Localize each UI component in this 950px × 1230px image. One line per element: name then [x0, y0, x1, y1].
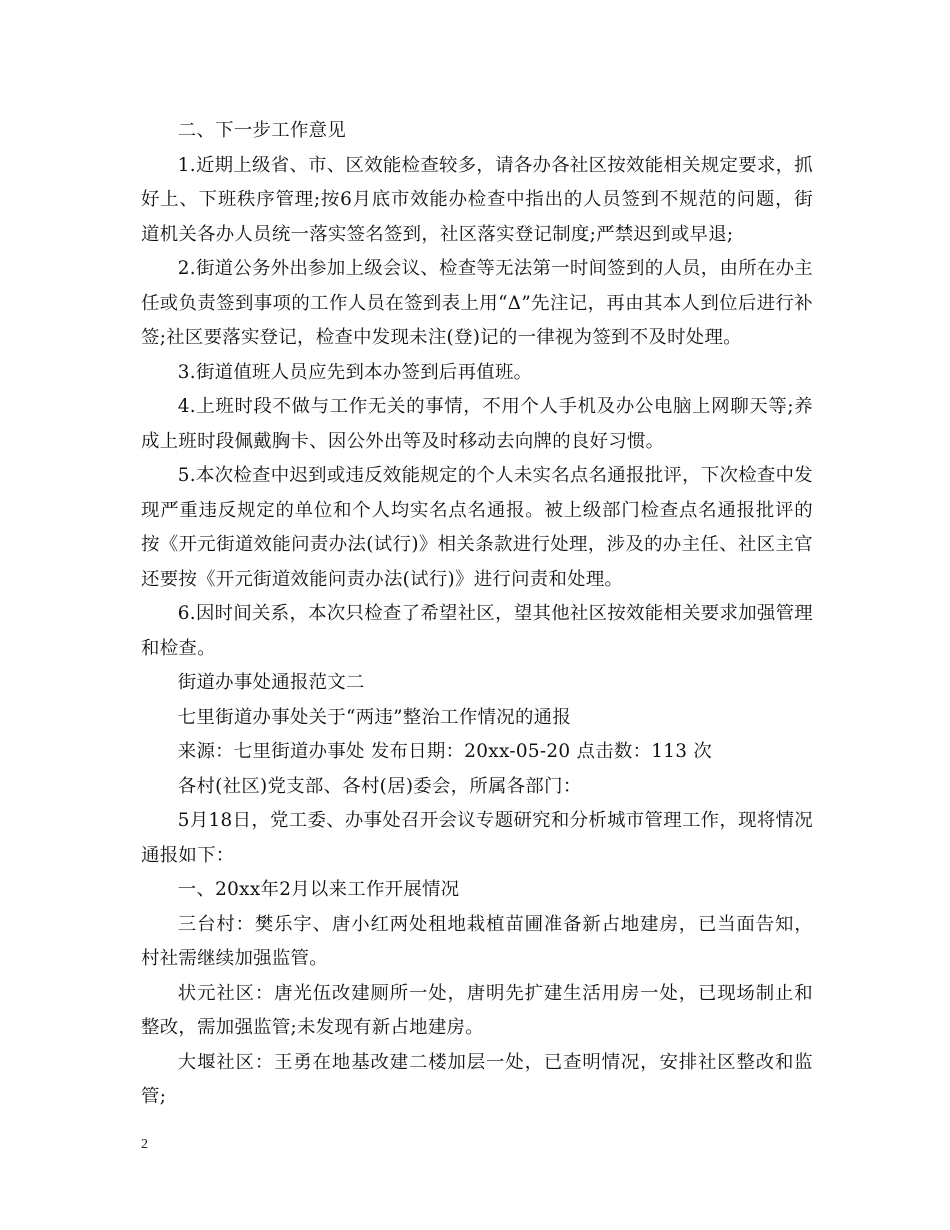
- paragraph-item-4: 4.上班时段不做与工作无关的事情，不用个人手机及办公电脑上网聊天等;养成上班时段佩戴胸卡、因公外出等及时移动去向牌的良好习惯。: [141, 396, 813, 452]
- paragraph-item-6: 6.因时间关系，本次只检查了希望社区，望其他社区按效能相关要求加强管理和检查。: [141, 603, 813, 659]
- notice-recipients: 各村(社区)党支部、各村(居)委会，所属各部门：: [177, 775, 582, 797]
- page-number: 2: [141, 1137, 148, 1152]
- notice-title: 七里街道办事处关于“两违”整治工作情况的通报: [177, 706, 572, 728]
- report-dayan-community: 大堰社区：王勇在地基改建二楼加层一处，已查明情况，安排社区整改和监管;: [141, 1051, 813, 1107]
- notice-source-line: 来源：七里街道办事处 发布日期：20xx-05-20 点击数：113 次: [177, 741, 713, 762]
- paragraph-item-3: 3.街道值班人员应先到本办签到后再值班。: [177, 361, 533, 383]
- notice-intro: 5月18日，党工委、办事处召开会议专题研究和分析城市管理工作，现将情况通报如下：: [141, 810, 813, 866]
- paragraph-item-1: 1.近期上级省、市、区效能检查较多，请各办各社区按效能相关规定要求，抓好上、下班秩序管理;按6月底市效能办检查中指出的人员签到不规范的问题，街道机关各办人员统一落实签名签到，社区落实登记制度;严禁迟到或早退;: [141, 154, 813, 245]
- sample-title: 街道办事处通报范文二: [177, 672, 365, 693]
- section-heading-progress: 一、20xx年2月以来工作开展情况: [177, 879, 460, 900]
- paragraph-item-2: 2.街道公务外出参加上级会议、检查等无法第一时间签到的人员，由所在办主任或负责签到事项的工作人员在签到表上用“Δ”先注记，再由其本人到位后进行补签;社区要落实登记，检查中发现未注(登)记的一律视为签到不及时处理。: [141, 258, 813, 348]
- paragraph-item-5: 5.本次检查中迟到或违反效能规定的个人未实名点名通报批评，下次检查中发现严重违反规定的单位和个人均实名点名通报。被上级部门检查点名通报批评的按《开元街道效能问责办法(试行)》相关条款进行处理，涉及的办主任、社区主官还要按《开元街道效能问责办法(试行)》进行问责和处理。: [141, 465, 813, 590]
- report-zhuangyuan-community: 状元社区：唐光伍改建厕所一处，唐明先扩建生活用房一处，已现场制止和整改，需加强监管;未发现有新占地建房。: [141, 982, 813, 1038]
- section-heading-next-steps: 二、下一步工作意见: [177, 120, 347, 141]
- document-body: [141, 114, 813, 1115]
- report-santai-village: 三台村：樊乐宇、唐小红两处租地栽植苗圃准备新占地建房，已当面告知，村社需继续加强监管。: [141, 913, 813, 969]
